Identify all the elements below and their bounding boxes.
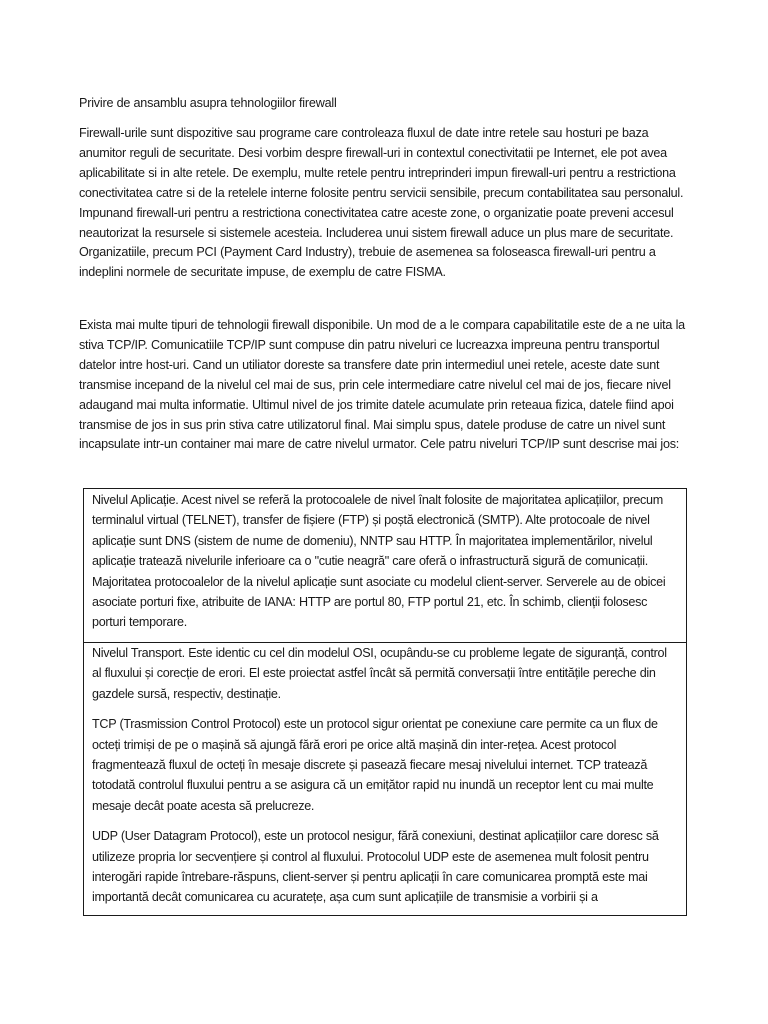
transport-layer-box [83, 642, 687, 916]
tcp-protocol-text: TCP (Trasmission Control Protocol) este un protocol sigur orientat pe conexiune care permite ca un flux de octeți trimiși de pe o mașină să ajungă fără erori pe orice altă mașină din inter-rețea. Acest protocol fragmentează fluxul de octeți în mesaje discrete și pasează fiecare mesaj nivelului internet. TCP tratează totodată controlul fluxului pentru a se asigura că un emițător rapid nu inundă un receptor lent cu mai multe mesaje decât poate acesta să prelucreze. [92, 717, 658, 813]
application-layer-text: Nivelul Aplicație. Acest nivel se referă la protocoalele de nivel înalt folosite de majoritatea aplicațiilor, precum terminalul virtual (TELNET), transfer de fișiere (FTP) și poștă electronică (SMTP). Alte protocoale de nivel aplicație sunt DNS (sistem de nume de domeniu), NNTP sau HTTP. În majoritatea implementărilor, nivelul aplicație tratează nivelurile inferioare ca o "cutie neagră" care oferă o infrastructură sigură de comunicații. Majoritatea protocoalelor de la nivelul aplicație sunt asociate cu modelul client-server. Serverele au de obicei asociate porturi fixe, atribuite de IANA: HTTP are portul 80, FTP portul 21, etc. În schimb, clienții folosesc porturi temporare. [92, 493, 666, 630]
udp-protocol-text: UDP (User Datagram Protocol), este un protocol nesigur, fără conexiuni, destinat aplicațiilor care doresc să utilizeze propria lor secvențiere și control al fluxului. Protocolul UDP este de asemenea mult folosit pentru interogări rapide întrebare-răspuns, client-server și pentru aplicații în care comunicarea promptă este mai importantă decât comunicarea cu acuratețe, așa cum sunt aplicațiile de transmisie a vorbirii și a [92, 829, 659, 905]
application-layer-box [83, 488, 687, 643]
document-title: Privire de ansamblu asupra tehnologiilor firewall [79, 96, 337, 110]
transport-layer-text: Nivelul Transport. Este identic cu cel din modelul OSI, ocupându-se cu probleme legate de siguranță, control al fluxului și corecție de erori. El este proiectat astfel încât să permită conversații între entitățile pereche din gazdele sursă, respectiv, destinație. [92, 646, 667, 701]
paragraph-tcpip-overview: Exista mai multe tipuri de tehnologii firewall disponibile. Un mod de a le compara capabilitatile este de a ne uita la stiva TCP/IP. Comunicatiile TCP/IP sunt compuse din patru niveluri ce lucreazxa impreuna pentru transportul datelor intre host-uri. Cand un utiliator doreste sa transfere date prin intermediul unei retele, aceste date sunt transmise incepand de la nivelul cel mai de sus, prin cele intermediare catre nivelul cel mai de jos, fiecare nivel adaugand mai multa informatie. Ultimul nivel de jos trimite datele acumulate prin reteaua fizica, datele fiind apoi transmise de jos in sus prin stiva catre utilizatorul final. Mai simplu spus, datele produse de catre un nivel sunt incapsulate intr-un container mai mare de catre nivelul urmator. Cele patru niveluri TCP/IP sunt descrise mai jos: [79, 318, 685, 452]
paragraph-firewall-intro: Firewall-urile sunt dispozitive sau programe care controleaza fluxul de date intre retele sau hosturi pe baza anumitor reguli de securitate. Desi vorbim despre firewall-uri in contextul conectivitatii pe Internet, ele pot avea aplicabilitate si in alte retele. De exemplu, multe retele pentru intreprinderi impun firewall-uri pentru a restrictiona conectivitatea catre si de la retelele interne folosite pentru servicii sensibile, precum contabilitatea sau personalul. Impunand firewall-uri pentru a restrictiona conectivitatea catre aceste zone, o organizatie poate preveni accesul neautorizat la resursele si sistemele acesteia. Includerea unui sistem firewall aduce un plus mare de securitate. Organizatiile, precum PCI (Payment Card Industry), trebuie de asemenea sa foloseasca firewall-uri pentru a indeplini normele de securitate impuse, de exemplu de catre FISMA. [79, 126, 684, 280]
